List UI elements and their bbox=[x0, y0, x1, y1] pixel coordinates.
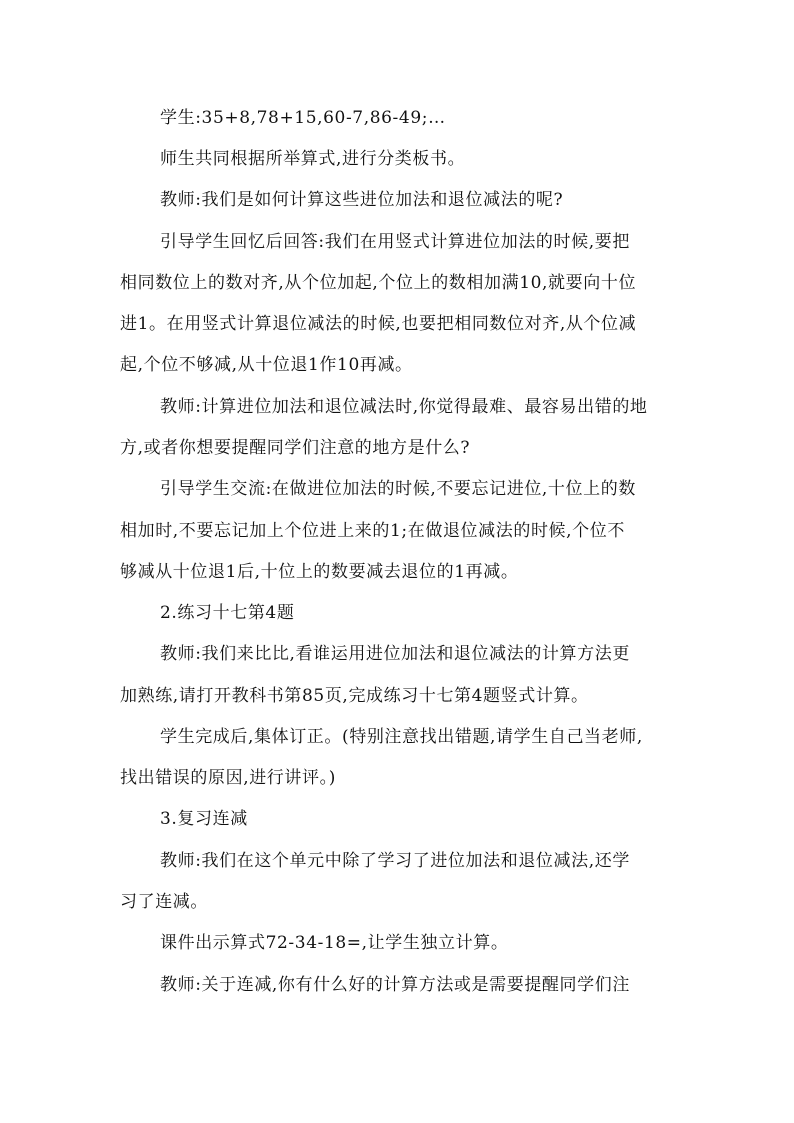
paragraph-line: 教师:我们是如何计算这些进位加法和退位减法的呢? bbox=[160, 190, 564, 210]
paragraph-line: 教师:我们在这个单元中除了学习了进位加法和退位减法,还学 bbox=[160, 851, 630, 871]
paragraph-line: 方,或者你想要提醒同学们注意的地方是什么? bbox=[120, 438, 471, 458]
paragraph-line: 教师:计算进位加法和退位减法时,你觉得最难、最容易出错的地 bbox=[160, 397, 648, 417]
paragraph-line: 找出错误的原因,进行讲评。) bbox=[120, 768, 336, 788]
paragraph-line: 教师:关于连减,你有什么好的计算方法或是需要提醒同学们注 bbox=[160, 975, 630, 995]
paragraph-line: 学生完成后,集体订正。(特别注意找出错题,请学生自己当老师, bbox=[160, 727, 643, 747]
paragraph-line: 引导学生回忆后回答:我们在用竖式计算进位加法的时候,要把 bbox=[160, 232, 630, 252]
paragraph-line: 进1。在用竖式计算退位减法的时候,也要把相同数位对齐,从个位减 bbox=[120, 314, 637, 334]
paragraph-line: 相同数位上的数对齐,从个位加起,个位上的数相加满10,就要向十位 bbox=[120, 273, 637, 293]
paragraph-line: 习了连减。 bbox=[120, 892, 208, 912]
paragraph-line: 相加时,不要忘记加上个位进上来的1;在做退位减法的时候,个位不 bbox=[120, 521, 625, 541]
paragraph-line: 加熟练,请打开教科书第85页,完成练习十七第4题竖式计算。 bbox=[120, 686, 589, 706]
paragraph-line: 学生:35+8,78+15,60-7,86-49;… bbox=[160, 108, 446, 128]
paragraph-line: 引导学生交流:在做进位加法的时候,不要忘记进位,十位上的数 bbox=[160, 479, 636, 499]
paragraph-line: 教师:我们来比比,看谁运用进位加法和退位减法的计算方法更 bbox=[160, 644, 630, 664]
section-heading: 3.复习连减 bbox=[160, 809, 248, 829]
paragraph-line: 课件出示算式72-34-18=,让学生独立计算。 bbox=[160, 933, 509, 953]
paragraph-line: 师生共同根据所举算式,进行分类板书。 bbox=[160, 149, 466, 169]
paragraph-line: 够减从十位退1后,十位上的数要减去退位的1再减。 bbox=[120, 562, 519, 582]
section-heading: 2.练习十七第4题 bbox=[160, 603, 295, 623]
paragraph-line: 起,个位不够减,从十位退1作10再减。 bbox=[120, 355, 413, 375]
